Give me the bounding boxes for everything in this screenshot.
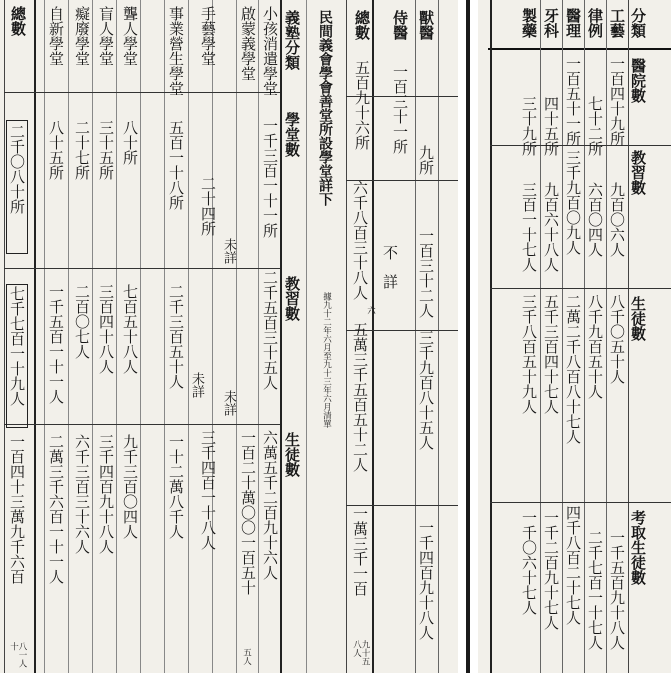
right-page [478,0,671,673]
summary-teachers: 不詳 [381,245,399,303]
students-suffix: 五人 [241,648,252,665]
teachers-cell: 三千九百〇九人 [564,150,582,255]
hospitals-cell: 一百四十九所 [608,56,626,146]
teachers-cell: 九百〇六人 [608,182,626,257]
students-cell: 九千三百〇四人 [121,434,139,539]
section-title: 民間義會學會善堂所設學堂詳下 [317,10,333,206]
passed-cell: 一千〇六十七人 [520,510,538,615]
teachers-cell: 三百四十八人 [97,284,115,374]
category-cell: 盲人學堂 [97,6,115,66]
schools-cell: 三十五所 [97,120,115,180]
category-cell: 牙科 [542,8,560,38]
page-divider [466,0,470,673]
students-cell: 八千〇五十人 [608,294,626,384]
category-cell: 自新學堂 [47,6,65,66]
hospitals-cell: 三十九所 [520,96,538,156]
category-cell: 醫理 [564,8,582,38]
teachers-cell: 一千五百一十一人 [47,284,65,404]
students-cell: 五千三百四十七人 [542,294,560,414]
passed-cell: 一千五百九十八人 [608,530,626,650]
header-schools: 學堂數 [283,112,301,157]
header-teachers: 教習數 [629,150,647,195]
schools-cell: 二十四所 [199,176,217,236]
schools-cell: 一千三百一十一所 [261,118,279,238]
students-cell: 一十二萬八千人 [167,434,185,539]
header-passed: 考取生徒數 [629,510,647,585]
category-cell: 聾人學堂 [121,6,139,66]
total-students-suffix: 八一人十 [8,642,27,668]
students-cell: 二萬三千六百一十一人 [47,434,65,584]
students-cell: 三千四百九十八人 [97,434,115,554]
students-cell: 一百二十萬〇〇一百五十 [239,430,257,595]
passed-cell: 二千七百一十七人 [586,530,604,650]
category-cell: 手藝學堂 [199,6,217,66]
teachers-cell: 六百〇四人 [586,182,604,257]
students-cell: 六萬五千二百九十六人 [261,430,279,580]
students-cell: 八千九百五十人 [586,294,604,399]
summary-count: 一百三十一所 [391,64,409,154]
header-category: 分類 [629,8,647,38]
teachers-cell: 二千五百三十五人 [261,270,279,390]
students-cell: 三千四百一十八人 [199,430,217,550]
summary-teachers: 六千八百三十八人 [351,180,369,300]
teachers-cell: 七百五十八人 [121,284,139,374]
teachers-cell: 二千三百五十人 [167,284,185,389]
summary-students: 五萬三千五百五十二人 [351,322,369,472]
hospitals-cell: 四十五所 [542,96,560,156]
summary-count: 五百九十六所 [353,60,371,150]
total-schools: 二千〇八十所 [8,124,26,214]
schools-cell: 二十七所 [73,120,91,180]
category-cell: 律例 [586,8,604,38]
students-cell: 六千三百三十六人 [73,434,91,554]
total-category: 總數 [9,6,27,36]
header-school-category: 義塾分類 [283,10,301,70]
students-cell: 三千八百五十九人 [520,294,538,414]
summary-category: 總數 [353,10,371,40]
summary-passed: 一萬三千一百 [351,506,369,596]
teachers-cell: 未詳 [221,390,236,416]
schools-cell: 五百一十八所 [167,120,185,210]
category-cell: 癡廢學堂 [73,6,91,66]
summary-category: 獸醫 [417,10,435,40]
category-cell: 啟蒙義學堂 [239,6,257,81]
summary-teachers: 一百三十二人 [417,228,435,318]
summary-count: 九所 [417,145,435,175]
total-students: 一百四十三萬九千六百 [8,434,26,584]
category-cell: 製藥 [520,8,538,38]
total-teachers: 七千七百一十九人 [8,286,26,406]
section-note: 據九十二年六月至九十三年六月清單 [321,292,332,428]
teachers-cell: 未詳 [189,372,204,398]
teachers-cell: 三百一十七人 [520,182,538,272]
passed-cell: 一千二百九十七人 [542,510,560,630]
schools-cell: 未詳 [221,238,236,264]
teachers-cell: 二百〇七人 [73,284,91,359]
summary-passed: 一千四百九十八人 [417,520,435,640]
summary-category: 侍醫 [391,10,409,40]
schools-cell: 八十所 [121,120,139,165]
header-teachers: 教習數 [283,276,301,321]
header-hospitals: 醫院數 [629,58,647,103]
summary-students: 三千九百八十五人 [417,330,435,450]
schools-cell: 八十五所 [47,120,65,180]
hospitals-cell: 七十二所 [586,96,604,156]
category-cell: 事業營生學堂 [167,6,185,96]
teachers-cell: 九百六十八人 [542,182,560,272]
header-students: 生徒數 [629,296,647,341]
category-cell: 工藝 [608,8,626,38]
summary-teachers-suffix: 六 [365,306,376,315]
hospitals-cell: 一百五十一所 [564,56,582,146]
summary-passed-suffix: 九十五八人 [351,640,370,666]
category-cell: 小孩消遣學堂 [261,6,279,96]
header-students: 生徒數 [283,432,301,477]
passed-cell: 四千八百二十七人 [564,505,582,625]
students-cell: 二萬二千八百八十七人 [564,294,582,444]
